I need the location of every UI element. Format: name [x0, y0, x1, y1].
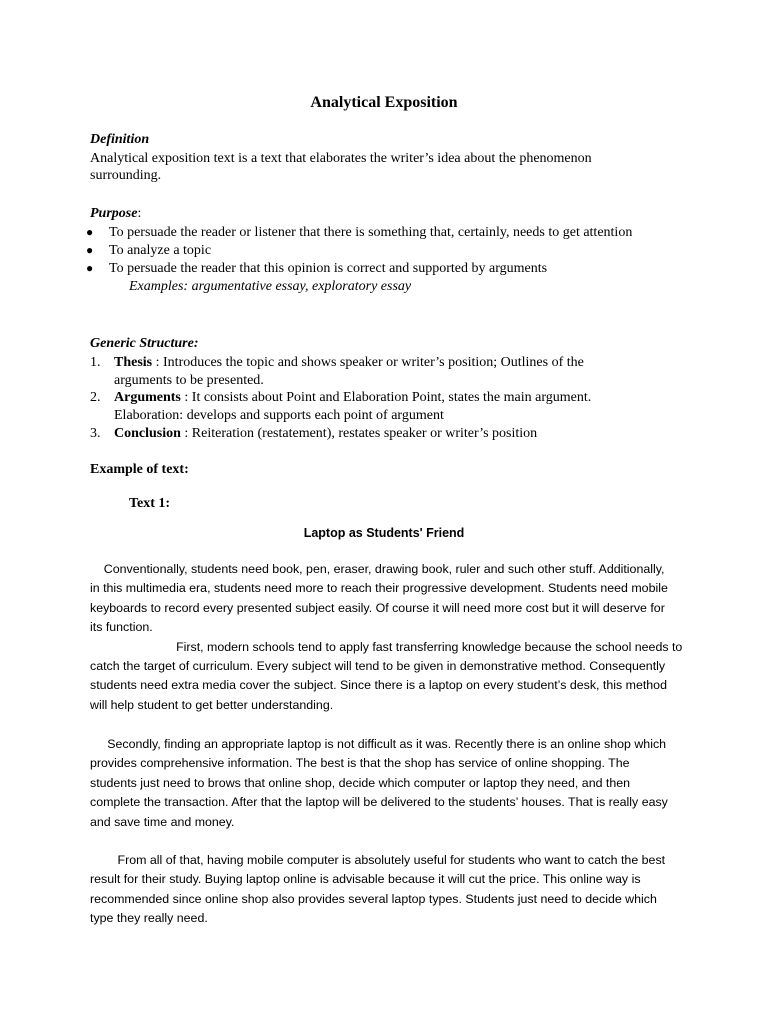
- paragraph-line: From all of that, having mobile computer is absolutely useful for students who want to catch the best: [90, 853, 666, 867]
- structure-item-thesis-cont: arguments to be presented.: [114, 373, 264, 388]
- paragraph-line: result for their study. Buying laptop online is advisable because it will cut the price. This online way is: [90, 872, 641, 887]
- purpose-bullet-3: To persuade the reader that this opinion is correct and supported by arguments: [109, 261, 548, 276]
- paragraph-line: in this multimedia era, students need more to reach their progressive development. Students need mobile: [90, 581, 668, 596]
- purpose-heading: Purpose:: [90, 206, 142, 221]
- example-heading: Example of text:: [90, 462, 189, 477]
- paragraph-line: will help student to get better understanding.: [90, 697, 334, 712]
- structure-item-arguments-cont: Elaboration: develops and supports each point of argument: [114, 408, 444, 423]
- paragraph-line: students need extra media cover the subject. Since there is a laptop on every student’s desk, this method: [90, 678, 667, 693]
- paragraph-line: First, modern schools tend to apply fast transferring knowledge because the school needs to: [90, 639, 683, 654]
- paragraph-line: complete the transaction. After that the laptop will be delivered to the students’ houses. That is really easy: [90, 795, 668, 810]
- structure-item-conclusion: Conclusion : Reiteration (restatement), restates speaker or writer’s position: [114, 426, 538, 441]
- structure-item-thesis: Thesis : Introduces the topic and shows speaker or writer’s position; Outlines of the: [114, 355, 584, 370]
- structure-number-2: 2.: [90, 390, 101, 405]
- paragraph-2: [90, 735, 690, 832]
- page-title: Analytical Exposition: [310, 94, 458, 111]
- structure-number-3: 3.: [90, 426, 101, 441]
- paragraph-line: recommended since online shop also provides several laptop types. Students just need to decide which: [90, 891, 657, 906]
- structure-item-arguments: Arguments : It consists about Point and Elaboration Point, states the main argument.: [114, 390, 592, 405]
- text1-label: Text 1:: [129, 496, 171, 511]
- purpose-bullet-1: To persuade the reader or listener that there is something that, certainly, needs to get attention: [109, 225, 633, 240]
- paragraph-line: and save time and money.: [90, 814, 235, 829]
- definition-line-2: surrounding.: [90, 168, 162, 183]
- paragraph-line: Secondly, finding an appropriate laptop is not difficult as it was. Recently there is an online shop which: [90, 737, 667, 751]
- paragraph-line: type they really need.: [90, 911, 208, 926]
- bullet-icon: ●: [86, 243, 94, 257]
- definition-line-1: Analytical exposition text is a text that elaborates the writer’s idea about the phenomenon: [90, 151, 592, 166]
- purpose-bullet-2: To analyze a topic: [109, 243, 212, 258]
- paragraph-line: catch the target of curriculum. Every subject will tend to be given in demonstrative method. Consequently: [90, 659, 666, 674]
- definition-heading: Definition: [90, 132, 150, 147]
- paragraph-line: its function.: [90, 620, 153, 635]
- structure-heading: Generic Structure:: [90, 336, 199, 351]
- paragraph-line: provides comprehensive information. The best is that the shop has service of online shopping. The: [90, 756, 630, 771]
- paragraph-1: [90, 560, 690, 715]
- paragraph-line: Conventionally, students need book, pen, eraser, drawing book, ruler and such other stuff. Additionally,: [90, 562, 665, 576]
- paragraph-line: keyboards to record every presented subject easily. Of course it will need more cost but it will deserve for: [90, 600, 665, 615]
- text-title: Laptop as Students' Friend: [303, 526, 465, 540]
- purpose-examples: Examples: argumentative essay, exploratory essay: [129, 279, 412, 294]
- paragraph-line: students just need to brows that online shop, decide which computer or laptop they need, and then: [90, 775, 631, 790]
- paragraph-3: [90, 851, 690, 929]
- bullet-icon: ●: [86, 225, 94, 239]
- bullet-icon: ●: [86, 261, 94, 275]
- structure-number-1: 1.: [90, 355, 101, 370]
